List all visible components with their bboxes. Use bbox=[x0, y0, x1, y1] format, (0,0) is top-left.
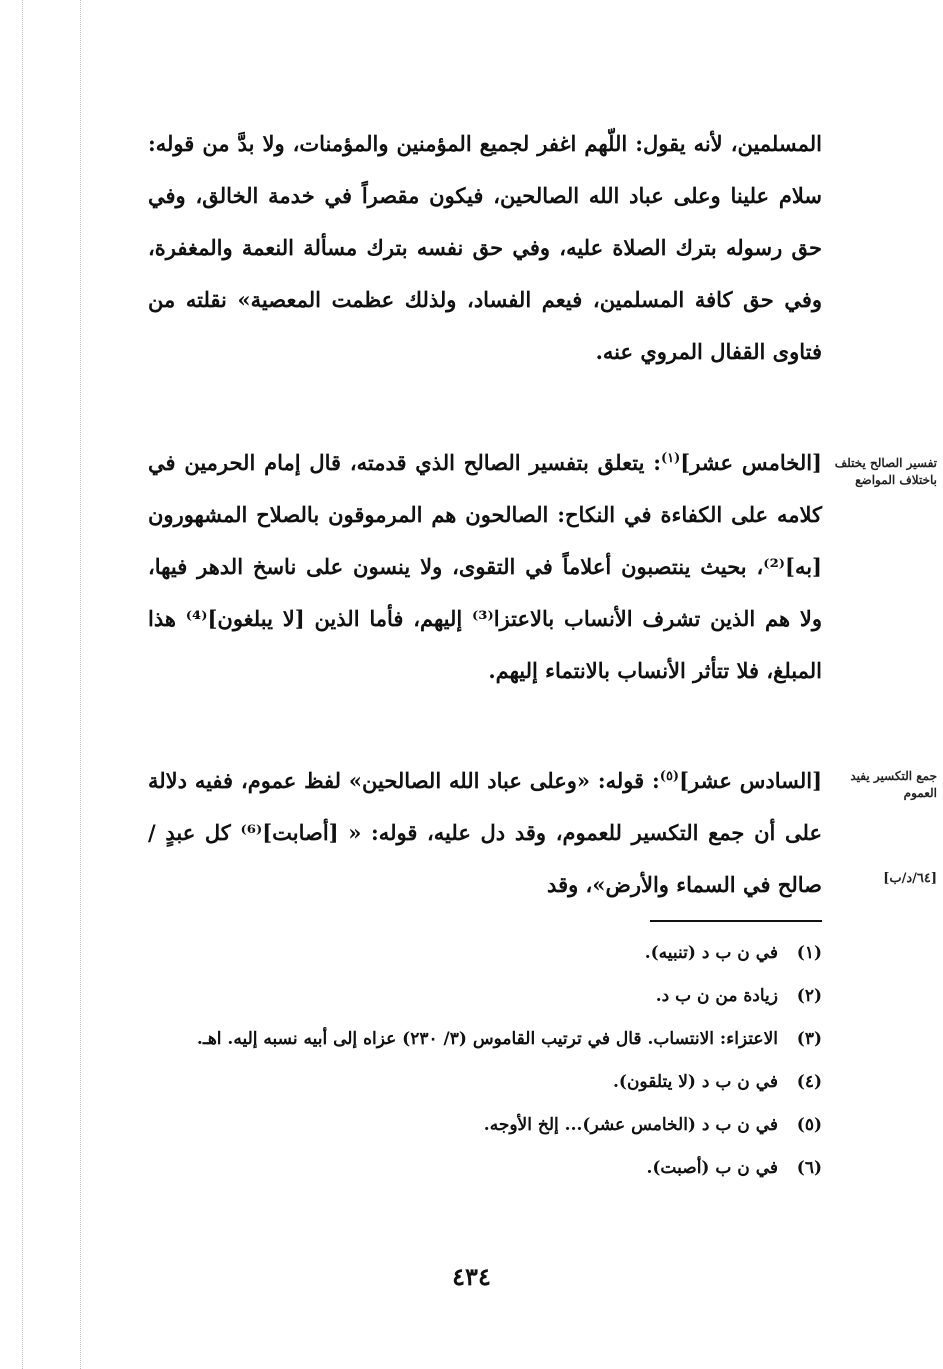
footnote-1-number: (١) bbox=[796, 943, 822, 963]
manuscript-folio-ref: [٦٤/د/ب] bbox=[883, 871, 937, 886]
footnote-4 bbox=[160, 1061, 822, 1104]
paragraph-1 bbox=[148, 118, 822, 378]
footnote-separator bbox=[650, 920, 822, 922]
footnotes bbox=[160, 932, 822, 1190]
footnote-4-number: (٤) bbox=[796, 1072, 822, 1092]
paragraph-3-heading: [السادس عشر] bbox=[679, 768, 823, 793]
footnote-3-number: (٣) bbox=[796, 1029, 822, 1049]
paragraph-3-body bbox=[148, 755, 822, 911]
footnote-5-text: في ن ب د (الخامس عشر)... إلخ الأوجه. bbox=[483, 1115, 778, 1135]
margin-note-salih: تفسير الصالح يختلف باختلاف المواضع bbox=[834, 456, 937, 487]
footnote-3-text: الاعتزاء: الانتساب. قال في ترتيب القاموس (٣/ ٢٣٠) عزاه إلى أبيه نسبه إليه. اهـ. bbox=[196, 1029, 778, 1049]
footnote-6 bbox=[160, 1147, 822, 1190]
footnote-6-number: (٦) bbox=[796, 1158, 822, 1178]
footnote-3 bbox=[160, 1018, 822, 1061]
footnote-1-text: في ن ب د (تنبيه). bbox=[644, 943, 778, 963]
footnote-2-number: (٢) bbox=[796, 986, 822, 1006]
margin-note-plural: جمع التكسير يفيد العموم bbox=[850, 769, 937, 800]
paragraph-3-text: : قوله: «وعلى عباد الله الصالحين» لفظ عموم، ففيه دلالة على أن جمع التكسير للعموم، وقد دل عليه، قوله: « [أصابت]⁽⁶⁾ كل عبدٍ / صالح في السماء والأرض»، وقد bbox=[148, 768, 822, 897]
footnote-5-number: (٥) bbox=[796, 1115, 822, 1135]
scan-edge-left bbox=[22, 0, 23, 1369]
paragraph-2-body bbox=[148, 437, 822, 697]
paragraph-3 bbox=[148, 755, 822, 911]
paragraph-2-heading: [الخامس عشر] bbox=[680, 450, 822, 475]
footnote-1 bbox=[160, 932, 822, 975]
paragraph-3-heading-ref: (٥) bbox=[659, 769, 680, 784]
paragraph-2-heading-ref: (١) bbox=[660, 451, 681, 466]
paragraph-2 bbox=[148, 437, 822, 697]
footnote-5 bbox=[160, 1104, 822, 1147]
footnote-6-text: في ن ب (أصبت). bbox=[646, 1158, 778, 1178]
footnote-2-text: زيادة من ن ب د. bbox=[655, 986, 778, 1006]
paragraph-2-text: : يتعلق بتفسير الصالح الذي قدمته، قال إمام الحرمين في كلامه على الكفاءة في النكاح: الصالحون هم المرموقون بالصلاح المشهورون [به]⁽²⁾، بحيث ينتصبون أعلاماً في التقوى، ولا ينسون على ناسخ الدهر فيها، ولا هم الذين تشرف الأنساب بالاعتزا⁽³⁾ إليهم، فأما الذين [لا يبلغون]⁽⁴⁾ هذا المبلغ، فلا تتأثر الأنساب بالانتماء إليهم. bbox=[148, 450, 822, 683]
footnote-4-text: في ن ب د (لا يتلقون). bbox=[612, 1072, 778, 1092]
scan-edge-inner-left bbox=[80, 0, 81, 1369]
paragraph-1-text: المسلمين، لأنه يقول: اللّهم اغفر لجميع المؤمنين والمؤمنات، ولا بدَّ من قوله: سلام علينا وعلى عباد الله الصالحين، فيكون مقصراً في خدمة الخالق، وفي حق رسوله بترك الصلاة عليه، وفي حق نفسه بترك مسألة النعمة والمغفرة، وفي حق كافة المسلمين، فيعم الفساد، ولذلك عظمت المعصية» نقلته من فتاوى القفال المروي عنه. bbox=[148, 131, 822, 364]
footnote-2 bbox=[160, 975, 822, 1018]
page-number: ٤٣٤ bbox=[452, 1262, 491, 1291]
